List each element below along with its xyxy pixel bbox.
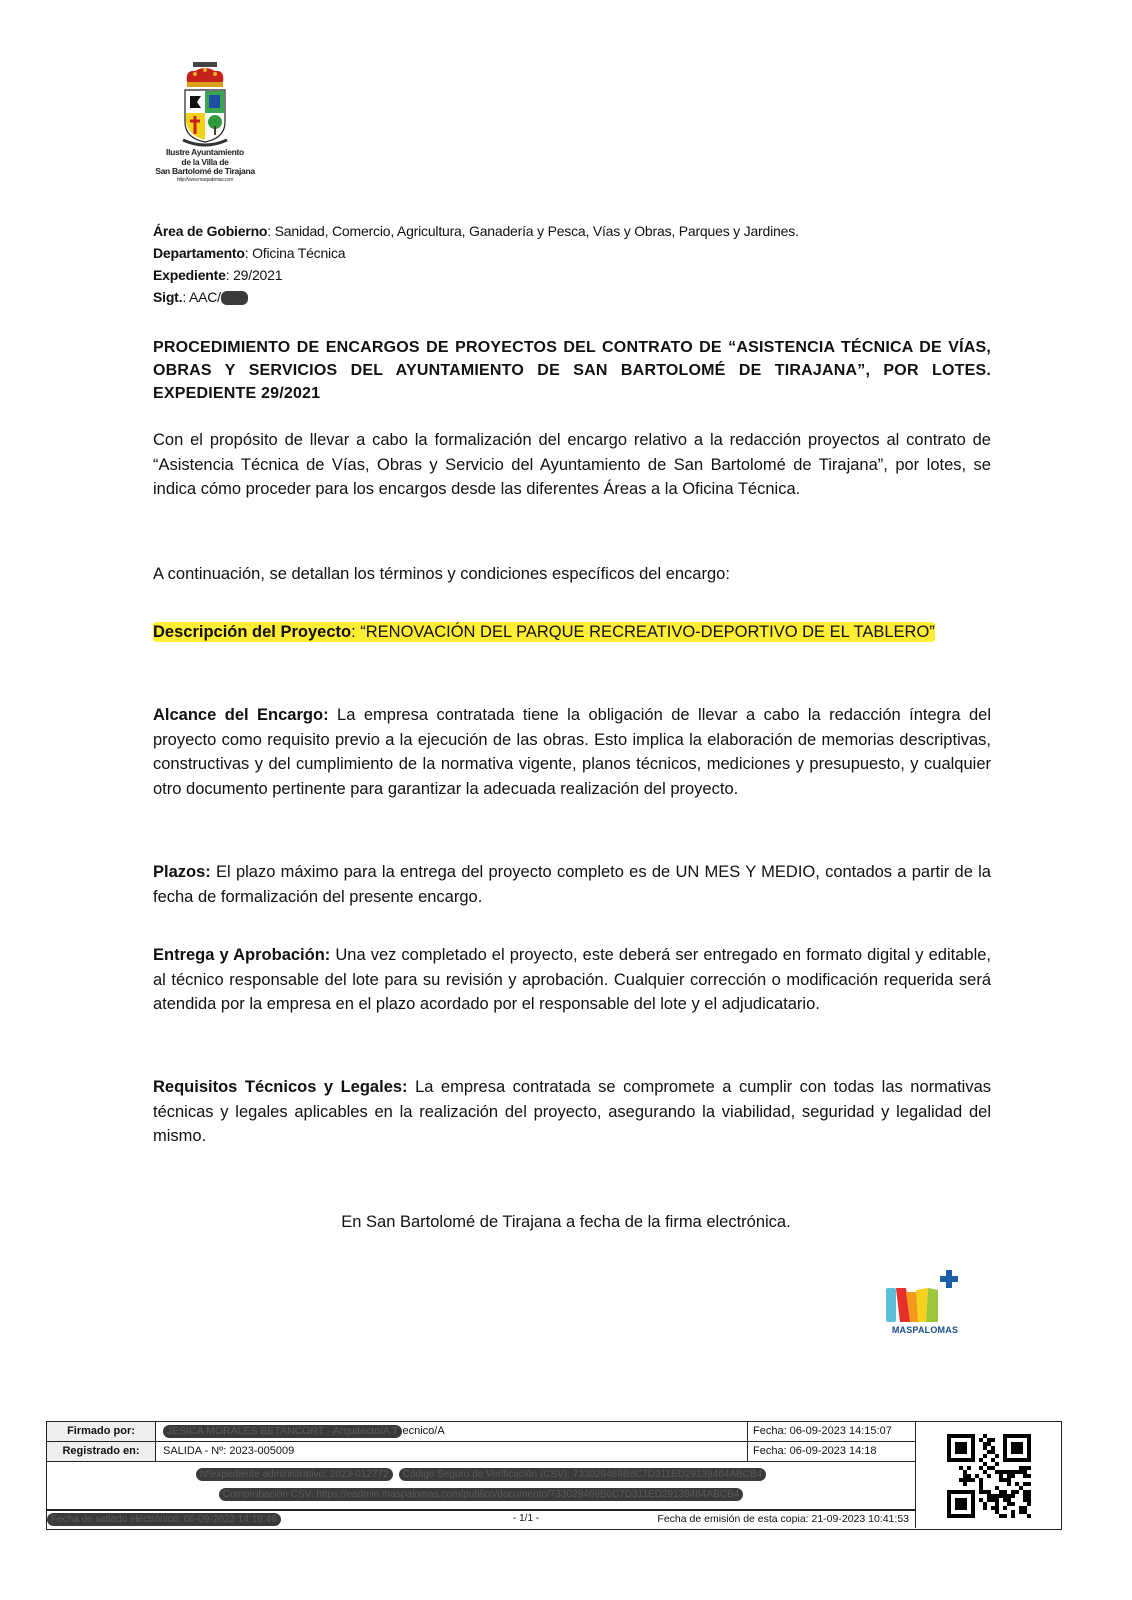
page-number: - 1/1 - — [513, 1513, 540, 1524]
requisitos-value: La empresa contratada se compromete a cumplir con todas las normativas técnicas y legales aplicables en la realización del proyecto, asegurando la viabilidad, seguridad y legalidad del mismo. — [153, 1078, 991, 1145]
plazos-label: Plazos: — [153, 863, 211, 881]
crest-line-1: Ilustre Ayuntamiento — [166, 147, 244, 157]
meta-sigt — [153, 286, 953, 308]
firmado-value — [163, 1422, 445, 1441]
crest-line-3: San Bartolomé de Tirajana — [155, 166, 255, 176]
sigt-label: Sigt. — [153, 289, 183, 305]
maspalomas-m-icon — [880, 1268, 970, 1324]
signer-redaction: JESICA MORALES BETANCORT - Arquitecto/A T — [163, 1425, 402, 1438]
expediente-redaction: Nºexpediente administrativo: 2023-012772 — [196, 1468, 393, 1481]
entrega-value: Una vez completado el proyecto, este deberá ser entregado en formato digital y editable, al técnico responsable del lote para su revisión y aprobación. Cualquier corrección o modificación requerida será atendida por la empresa en el plazo acordado por el responsable del lote y el adjudicatario. — [153, 946, 991, 1013]
meta-departamento — [153, 242, 953, 264]
footer-row — [47, 1510, 915, 1529]
closing-line: En San Bartolomé de Tirajana a fecha de la firma electrónica. — [341, 1213, 791, 1231]
crest-line-2: de la Villa de — [181, 156, 229, 167]
plazos-value: El plazo máximo para la entrega del proyecto completo es de UN MES Y MEDIO, contados a partir de la fecha de formalización del presente encargo. — [153, 863, 991, 906]
alcance-label: Alcance del Encargo: — [153, 706, 329, 724]
csv-row — [47, 1462, 915, 1510]
signer-visible: ecnico/A — [402, 1425, 445, 1437]
qr-code-icon — [947, 1434, 1031, 1518]
entrega-paragraph — [153, 943, 991, 1017]
meta-area — [153, 220, 953, 242]
emision-date: Fecha de emisión de esta copia: 21-09-2023 10:41:53 — [657, 1513, 909, 1525]
crest-url: http://www.maspalomas.com — [176, 176, 234, 183]
area-value: : Sanidad, Comercio, Agricultura, Ganadería y Pesca, Vías y Obras, Parques y Jardines. — [267, 223, 799, 239]
highlighted-description — [153, 622, 935, 642]
continuation-paragraph: A continuación, se detallan los términos y condiciones específicos del encargo: — [153, 565, 730, 583]
sigt-value: : AAC/ — [182, 289, 221, 305]
entrega-label: Entrega y Aprobación: — [153, 946, 331, 964]
firmado-row — [47, 1422, 915, 1442]
descripcion-value: : “RENOVACIÓN DEL PARQUE RECREATIVO-DEPORTIVO DE EL TABLERO” — [351, 623, 935, 641]
alcance-paragraph — [153, 703, 991, 801]
registrado-fecha: Fecha: 06-09-2023 14:18 — [747, 1442, 913, 1461]
sellado-wrap — [47, 1513, 281, 1526]
csv-redaction: Código Seguro de Verificación (CSV): 733029469B6C7D311ED29139464ABCB4 — [399, 1468, 767, 1481]
requisitos-label: Requisitos Técnicos y Legales: — [153, 1078, 408, 1096]
firmado-label: Firmado por: — [47, 1422, 156, 1441]
coat-of-arms-icon — [175, 62, 235, 148]
maspalomas-logo — [880, 1268, 970, 1338]
maspalomas-label: MASPALOMAS — [891, 1325, 959, 1335]
requisitos-paragraph — [153, 1075, 991, 1149]
csv-line-2 — [47, 1488, 915, 1501]
departamento-value: : Oficina Técnica — [244, 245, 346, 261]
sellado-redaction: Fecha de sellado electrónico: 06-09-2023 14:19:46 — [47, 1513, 281, 1526]
document-meta — [153, 220, 953, 308]
plazos-paragraph — [153, 860, 991, 909]
registrado-label: Registrado en: — [47, 1442, 156, 1461]
descripcion-paragraph — [153, 620, 991, 645]
electronic-signature-box — [46, 1421, 1062, 1530]
expediente-value: : 29/2021 — [225, 267, 283, 283]
area-label: Área de Gobierno — [153, 223, 268, 239]
departamento-label: Departamento — [153, 245, 245, 261]
comprobacion-redaction: Comprobación CSV: https://eadmin.maspalomas.com/publico/documento/733029469B6C7D311ED29139464ABCB4 — [219, 1488, 743, 1501]
document-title: PROCEDIMIENTO DE ENCARGOS DE PROYECTOS DEL CONTRATO DE “ASISTENCIA TÉCNICA DE VÍAS, OBRAS Y SERVICIOS DEL AYUNTAMIENTO DE SAN BARTOLOMÉ DE TIRAJANA”, POR LOTES. EXPEDIENTE 29/2021 — [153, 339, 991, 402]
firmado-fecha: Fecha: 06-09-2023 14:15:07 — [747, 1422, 913, 1441]
csv-line-1 — [47, 1468, 915, 1481]
expediente-label: Expediente — [153, 267, 226, 283]
intro-paragraph: Con el propósito de llevar a cabo la formalización del encargo relativo a la redacción proyectos al contrato de “Asistencia Técnica de Vías, Obras y Servicio del Ayuntamiento de San Bartolomé de Tirajana”, por lotes, se indica cómo proceder para los encargos desde las diferentes Áreas a la Oficina Técnica. — [153, 431, 991, 498]
sigt-redaction: JMB — [222, 291, 247, 306]
municipal-crest-logo — [150, 62, 260, 192]
alcance-value: La empresa contratada tiene la obligación de llevar a cabo la redacción íntegra del proyecto como requisito previo a la ejecución de las obras. Esto implica la elaboración de memorias descriptivas, constructivas y del cumplimiento de la normativa vigente, planos técnicos, mediciones y presupuesto, y cualquier otro documento pertinente para garantizar la adecuada realización del proyecto. — [153, 706, 991, 798]
descripcion-label: Descripción del Proyecto — [153, 623, 352, 641]
registrado-value: SALIDA - Nº: 2023-005009 — [163, 1445, 295, 1457]
signature-table — [47, 1422, 916, 1528]
meta-expediente — [153, 264, 953, 286]
registrado-row — [47, 1442, 915, 1462]
